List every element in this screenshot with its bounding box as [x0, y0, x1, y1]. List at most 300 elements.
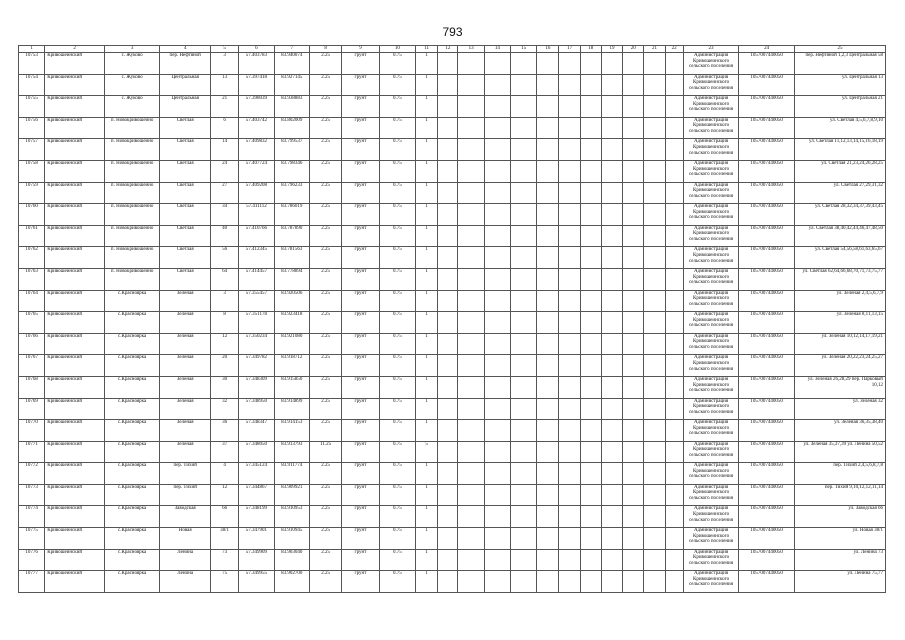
cell-empty	[644, 53, 665, 75]
cell-empty	[438, 160, 458, 182]
cell-address: ул. Зелёная 10,12,14,17,19,21	[794, 333, 885, 355]
cell-district: Кривошеинский	[45, 463, 105, 485]
cell-empty	[559, 160, 580, 182]
cell-lat: 57.409832	[239, 139, 274, 161]
cell-surface: грунт	[342, 160, 379, 182]
cell-empty	[537, 117, 559, 139]
cell-empty	[537, 268, 559, 290]
cell-empty	[458, 398, 484, 420]
cell-empty	[458, 225, 484, 247]
cell-empty	[559, 441, 580, 463]
cell-empty	[665, 268, 683, 290]
table-row	[19, 53, 886, 75]
cell-width: 11.25	[309, 441, 341, 463]
cell-owner: Администрация Кривошеинского сельского поселения	[683, 312, 739, 334]
cell-id: 10777	[19, 571, 45, 593]
cell-empty	[601, 333, 622, 355]
cell-street: пер. Нефтяной	[160, 53, 211, 75]
table-row	[19, 312, 886, 334]
cell-empty	[623, 204, 644, 226]
cell-house: 37	[210, 441, 238, 463]
cell-width: 2.25	[309, 247, 341, 269]
cell-id: 10775	[19, 528, 45, 550]
cell-lon: 83.910945	[274, 528, 309, 550]
cell-v2: 1	[416, 117, 438, 139]
cell-empty	[559, 53, 580, 75]
cell-empty	[665, 549, 683, 571]
cell-id: 10771	[19, 441, 45, 463]
cell-empty	[458, 376, 484, 398]
cell-empty	[484, 268, 510, 290]
cell-surface: грунт	[342, 506, 379, 528]
cell-empty	[623, 484, 644, 506]
cell-empty	[510, 463, 536, 485]
cell-locality: п. Новокривошеино	[104, 225, 160, 247]
cell-empty	[537, 53, 559, 75]
cell-empty	[623, 96, 644, 118]
cell-width: 2.25	[309, 74, 341, 96]
column-header: 20	[623, 46, 644, 53]
cell-house: 40	[210, 225, 238, 247]
column-header: 12	[438, 46, 458, 53]
cell-ogrn: 1057007440050	[739, 160, 795, 182]
table-row	[19, 420, 886, 442]
table-row	[19, 96, 886, 118]
cell-empty	[458, 571, 484, 593]
cell-empty	[601, 484, 622, 506]
cell-width: 2.25	[309, 506, 341, 528]
cell-id: 10758	[19, 160, 45, 182]
cell-lon: 83.903040	[274, 549, 309, 571]
cell-empty	[601, 290, 622, 312]
cell-empty	[601, 204, 622, 226]
cell-empty	[510, 53, 536, 75]
cell-locality: с. Жуково	[104, 53, 160, 75]
cell-empty	[623, 160, 644, 182]
cell-empty	[537, 182, 559, 204]
cell-lon: 83.909921	[274, 484, 309, 506]
cell-empty	[438, 247, 458, 269]
column-header: 6	[239, 46, 274, 53]
cell-lon: 83.786019	[274, 204, 309, 226]
table-row	[19, 571, 886, 593]
cell-district: Кривошеинский	[45, 484, 105, 506]
cell-empty	[537, 506, 559, 528]
cell-empty	[510, 420, 536, 442]
cell-empty	[559, 420, 580, 442]
cell-empty	[665, 290, 683, 312]
cell-district: Кривошеинский	[45, 506, 105, 528]
cell-house: 6	[210, 117, 238, 139]
cell-street: Светлая	[160, 117, 211, 139]
cell-district: Кривошеинский	[45, 312, 105, 334]
cell-empty	[644, 484, 665, 506]
cell-empty	[580, 160, 601, 182]
cell-district: Кривошеинский	[45, 549, 105, 571]
cell-empty	[601, 398, 622, 420]
cell-empty	[623, 53, 644, 75]
cell-empty	[665, 398, 683, 420]
cell-surface: грунт	[342, 333, 379, 355]
cell-empty	[623, 247, 644, 269]
column-header: 14	[484, 46, 510, 53]
cell-owner: Администрация Кривошеинского сельского поселения	[683, 333, 739, 355]
cell-address: ул. Зелёная 26,28,29 пер. Парковый 10,12	[794, 376, 885, 398]
cell-district: Кривошеинский	[45, 528, 105, 550]
cell-empty	[537, 549, 559, 571]
column-header: 13	[458, 46, 484, 53]
cell-empty	[580, 290, 601, 312]
cell-empty	[623, 506, 644, 528]
cell-ogrn: 1057007440050	[739, 463, 795, 485]
cell-address: ул. Светлая 27,29,31,32	[794, 182, 885, 204]
cell-v2: 1	[416, 247, 438, 269]
cell-surface: грунт	[342, 247, 379, 269]
cell-v1: 0.75	[379, 571, 415, 593]
cell-empty	[484, 312, 510, 334]
cell-empty	[537, 139, 559, 161]
cell-v1: 0.75	[379, 528, 415, 550]
cell-empty	[580, 74, 601, 96]
cell-house: 24	[210, 160, 238, 182]
cell-locality: с.Красноярка	[104, 463, 160, 485]
cell-empty	[458, 549, 484, 571]
cell-house: 32	[210, 398, 238, 420]
cell-surface: грунт	[342, 74, 379, 96]
cell-ogrn: 1057007440050	[739, 376, 795, 398]
cell-empty	[537, 571, 559, 593]
cell-empty	[623, 376, 644, 398]
cell-district: Кривошеинский	[45, 290, 105, 312]
cell-id: 10773	[19, 484, 45, 506]
cell-lat: 57.403742	[239, 117, 274, 139]
cell-width: 2.25	[309, 484, 341, 506]
cell-width: 2.25	[309, 160, 341, 182]
cell-empty	[665, 225, 683, 247]
table-row	[19, 225, 886, 247]
cell-address: ул. Светлая 54,56,58,61,63,65,67	[794, 247, 885, 269]
cell-lat: 57.409208	[239, 182, 274, 204]
cell-empty	[665, 355, 683, 377]
cell-empty	[484, 484, 510, 506]
cell-district: Кривошеинский	[45, 96, 105, 118]
column-header: 8	[309, 46, 341, 53]
cell-empty	[484, 549, 510, 571]
cell-surface: грунт	[342, 528, 379, 550]
cell-locality: с.Красноярка	[104, 484, 160, 506]
cell-ogrn: 1057007440050	[739, 290, 795, 312]
cell-empty	[510, 74, 536, 96]
cell-empty	[559, 376, 580, 398]
cell-empty	[559, 204, 580, 226]
cell-empty	[665, 96, 683, 118]
cell-empty	[559, 355, 580, 377]
cell-empty	[559, 463, 580, 485]
cell-empty	[601, 355, 622, 377]
cell-street: Светлая	[160, 268, 211, 290]
cell-empty	[510, 268, 536, 290]
cell-address: пер. Тихий 9,10,12,12,11,14	[794, 484, 885, 506]
cell-v2: 1	[416, 333, 438, 355]
cell-locality: с. Жуково	[104, 74, 160, 96]
cell-address: ул. Зелёная 36,35,38,40	[794, 420, 885, 442]
cell-empty	[484, 225, 510, 247]
cell-empty	[559, 549, 580, 571]
cell-empty	[458, 528, 484, 550]
cell-lon: 83.914153	[274, 420, 309, 442]
cell-surface: грунт	[342, 376, 379, 398]
cell-locality: п. Новокривошеино	[104, 268, 160, 290]
cell-lat: 57.348950	[239, 398, 274, 420]
cell-v2: 1	[416, 96, 438, 118]
cell-empty	[580, 571, 601, 593]
cell-empty	[623, 355, 644, 377]
cell-v2: 1	[416, 355, 438, 377]
cell-house: 3	[210, 290, 238, 312]
cell-district: Кривошеинский	[45, 117, 105, 139]
cell-v1: 0.75	[379, 420, 415, 442]
cell-empty	[601, 74, 622, 96]
cell-lon: 83.938883	[274, 96, 309, 118]
cell-house: 21	[210, 96, 238, 118]
cell-empty	[484, 74, 510, 96]
cell-v1: 0.75	[379, 74, 415, 96]
cell-empty	[537, 376, 559, 398]
cell-empty	[510, 225, 536, 247]
cell-v2: 1	[416, 420, 438, 442]
cell-empty	[438, 441, 458, 463]
cell-empty	[537, 247, 559, 269]
cell-district: Кривошеинский	[45, 139, 105, 161]
header-row	[19, 46, 886, 53]
cell-ogrn: 1057007440050	[739, 182, 795, 204]
cell-surface: грунт	[342, 463, 379, 485]
cell-street: Светлая	[160, 247, 211, 269]
cell-lat: 57.348309	[239, 376, 274, 398]
cell-street: Зелёная	[160, 290, 211, 312]
cell-empty	[601, 53, 622, 75]
cell-ogrn: 1057007440050	[739, 528, 795, 550]
cell-lat: 57.348347	[239, 420, 274, 442]
column-header: 11	[416, 46, 438, 53]
cell-v1: 0.75	[379, 333, 415, 355]
cell-lat: 57.410766	[239, 225, 274, 247]
cell-empty	[537, 463, 559, 485]
cell-v2: 1	[416, 53, 438, 75]
cell-v2: 1	[416, 506, 438, 528]
cell-surface: грунт	[342, 96, 379, 118]
cell-empty	[510, 96, 536, 118]
cell-empty	[484, 355, 510, 377]
cell-empty	[438, 398, 458, 420]
cell-empty	[559, 268, 580, 290]
cell-lat: 57.349782	[239, 355, 274, 377]
cell-empty	[601, 139, 622, 161]
cell-district: Кривошеинский	[45, 74, 105, 96]
cell-lon: 83.910953	[274, 506, 309, 528]
cell-address: ул. Светлая 62,64,66,68,70,71,73,75,77	[794, 268, 885, 290]
cell-empty	[665, 376, 683, 398]
cell-lon: 83.778894	[274, 268, 309, 290]
cell-ogrn: 1057007440050	[739, 506, 795, 528]
cell-locality: п. Новокривошеино	[104, 204, 160, 226]
cell-empty	[644, 376, 665, 398]
table-body	[19, 53, 886, 593]
cell-empty	[665, 528, 683, 550]
cell-empty	[559, 182, 580, 204]
cell-id: 10768	[19, 376, 45, 398]
cell-empty	[537, 96, 559, 118]
cell-owner: Администрация Кривошеинского сельского поселения	[683, 247, 739, 269]
cell-owner: Администрация Кривошеинского сельского поселения	[683, 290, 739, 312]
cell-surface: грунт	[342, 312, 379, 334]
cell-empty	[438, 376, 458, 398]
cell-empty	[510, 290, 536, 312]
cell-empty	[537, 484, 559, 506]
cell-empty	[665, 506, 683, 528]
registry-table	[18, 45, 886, 593]
table-row	[19, 160, 886, 182]
cell-id: 10761	[19, 225, 45, 247]
cell-empty	[484, 528, 510, 550]
cell-lon: 83.921080	[274, 333, 309, 355]
cell-ogrn: 1057007440050	[739, 549, 795, 571]
cell-empty	[458, 74, 484, 96]
column-header: 5	[210, 46, 238, 53]
cell-empty	[623, 74, 644, 96]
cell-empty	[580, 247, 601, 269]
cell-empty	[644, 398, 665, 420]
cell-street: Ленина	[160, 549, 211, 571]
cell-empty	[665, 117, 683, 139]
cell-empty	[580, 182, 601, 204]
cell-v2: 1	[416, 398, 438, 420]
cell-empty	[510, 398, 536, 420]
cell-locality: с.Красноярка	[104, 506, 160, 528]
cell-street: Светлая	[160, 160, 211, 182]
cell-empty	[665, 312, 683, 334]
cell-locality: с.Красноярка	[104, 528, 160, 550]
cell-address: ул. Светлая 38,40,42,44,46,47,48,50	[794, 225, 885, 247]
cell-empty	[665, 74, 683, 96]
cell-width: 2.25	[309, 549, 341, 571]
cell-v2: 1	[416, 528, 438, 550]
cell-empty	[623, 463, 644, 485]
cell-lat: 57.355457	[239, 290, 274, 312]
cell-lat: 57.349955	[239, 571, 274, 593]
cell-empty	[580, 225, 601, 247]
cell-ogrn: 1057007440050	[739, 225, 795, 247]
cell-street: пер. Тихий	[160, 484, 211, 506]
cell-empty	[458, 53, 484, 75]
cell-surface: грунт	[342, 398, 379, 420]
cell-empty	[623, 333, 644, 355]
page-number: 793	[442, 25, 463, 39]
cell-empty	[458, 312, 484, 334]
cell-empty	[484, 398, 510, 420]
cell-street: Ленина	[160, 571, 211, 593]
cell-width: 2.25	[309, 376, 341, 398]
cell-street: Заводская	[160, 506, 211, 528]
cell-width: 2.25	[309, 312, 341, 334]
cell-lon: 83.911774	[274, 463, 309, 485]
cell-width: 2.25	[309, 290, 341, 312]
cell-owner: Администрация Кривошеинского сельского поселения	[683, 528, 739, 550]
cell-ogrn: 1057007440050	[739, 268, 795, 290]
cell-locality: с.Красноярка	[104, 376, 160, 398]
cell-owner: Администрация Кривошеинского сельского поселения	[683, 53, 739, 75]
cell-ogrn: 1057007440050	[739, 247, 795, 269]
table-row	[19, 463, 886, 485]
column-header: 25	[794, 46, 885, 53]
cell-ogrn: 1057007440050	[739, 117, 795, 139]
cell-empty	[484, 571, 510, 593]
cell-address: пер. Нефтяной 1,2,3 Центральная 58	[794, 53, 885, 75]
cell-empty	[510, 139, 536, 161]
cell-owner: Администрация Кривошеинского сельского поселения	[683, 225, 739, 247]
cell-address: ул. Светлая 28,32,34,37,39,43,45	[794, 204, 885, 226]
cell-lon: 83.796233	[274, 182, 309, 204]
cell-owner: Администрация Кривошеинского сельского поселения	[683, 376, 739, 398]
cell-lon: 83.915850	[274, 376, 309, 398]
cell-v2: 1	[416, 182, 438, 204]
cell-house: 38/1	[210, 528, 238, 550]
cell-v1: 0.75	[379, 441, 415, 463]
cell-ogrn: 1057007440050	[739, 441, 795, 463]
cell-empty	[623, 225, 644, 247]
cell-empty	[580, 312, 601, 334]
cell-empty	[458, 484, 484, 506]
cell-id: 10763	[19, 268, 45, 290]
cell-empty	[623, 528, 644, 550]
cell-house: 4	[210, 463, 238, 485]
cell-empty	[484, 139, 510, 161]
cell-owner: Администрация Кривошеинского сельского поселения	[683, 74, 739, 96]
cell-owner: Администрация Кривошеинского сельского поселения	[683, 96, 739, 118]
cell-v1: 0.75	[379, 484, 415, 506]
cell-id: 10767	[19, 355, 45, 377]
cell-width: 2.25	[309, 355, 341, 377]
cell-id: 10754	[19, 74, 45, 96]
cell-id: 10759	[19, 182, 45, 204]
cell-lon: 83.802009	[274, 117, 309, 139]
cell-empty	[438, 355, 458, 377]
cell-empty	[601, 182, 622, 204]
cell-empty	[665, 247, 683, 269]
cell-empty	[484, 182, 510, 204]
cell-empty	[580, 355, 601, 377]
cell-district: Кривошеинский	[45, 376, 105, 398]
cell-empty	[559, 74, 580, 96]
cell-v1: 0.75	[379, 506, 415, 528]
cell-street: Зелёная	[160, 333, 211, 355]
cell-empty	[537, 74, 559, 96]
cell-empty	[644, 225, 665, 247]
cell-empty	[484, 247, 510, 269]
cell-empty	[510, 182, 536, 204]
cell-lon: 83.787890	[274, 225, 309, 247]
cell-empty	[580, 441, 601, 463]
cell-id: 10769	[19, 398, 45, 420]
cell-empty	[484, 376, 510, 398]
cell-v2: 1	[416, 484, 438, 506]
cell-empty	[559, 96, 580, 118]
cell-empty	[438, 182, 458, 204]
cell-id: 10757	[19, 139, 45, 161]
cell-locality: п. Новокривошеино	[104, 182, 160, 204]
cell-empty	[537, 160, 559, 182]
cell-id: 10760	[19, 204, 45, 226]
